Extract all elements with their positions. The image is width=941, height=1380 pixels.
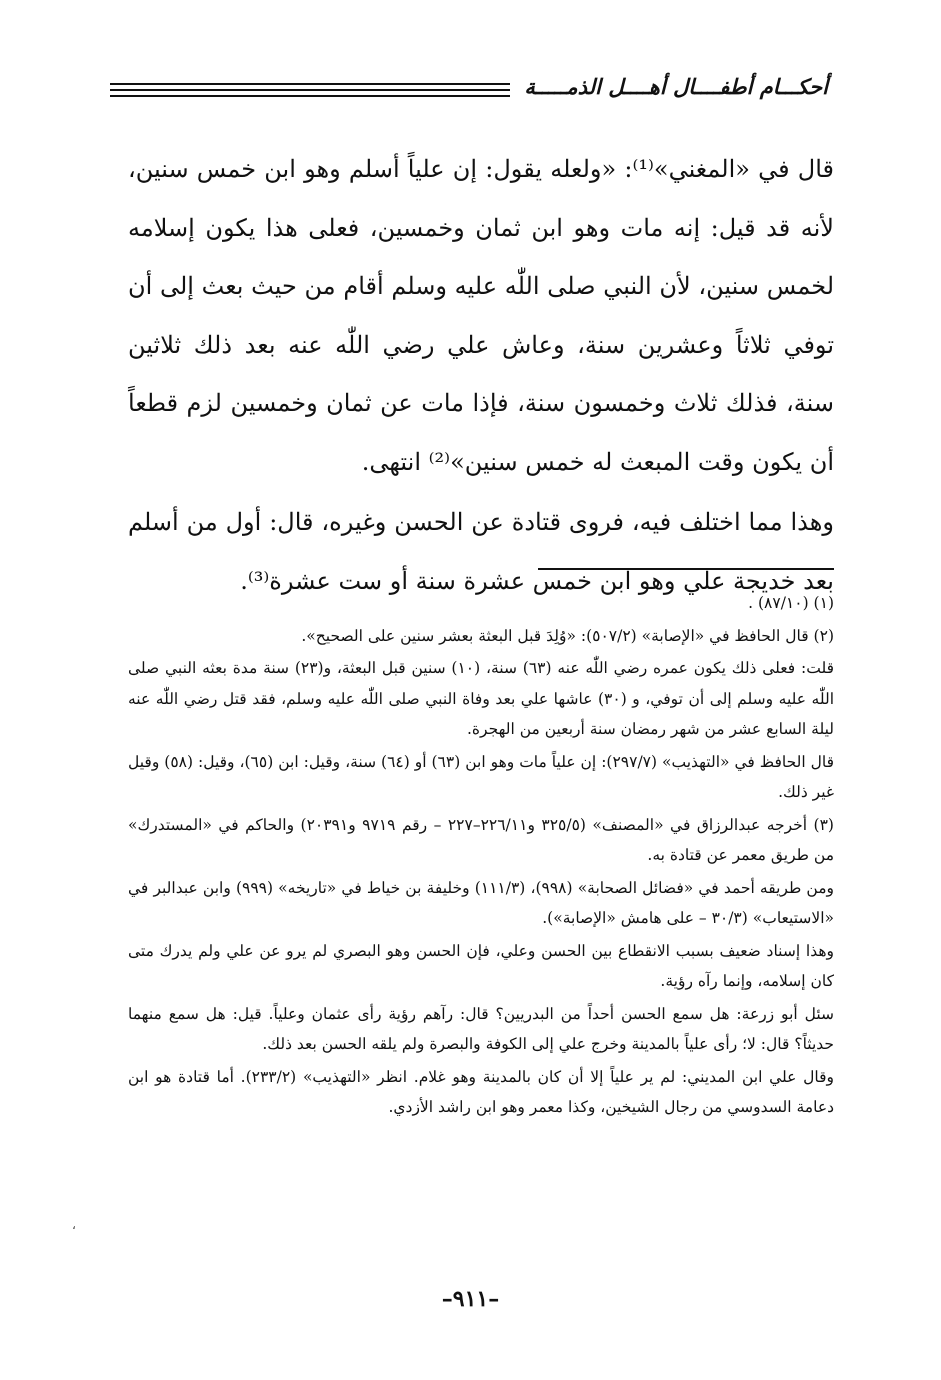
footnote: قال الحافظ في «التهذيب» (٢٩٧/٧): إن علياً مات وهو ابن (٦٣) أو (٦٤) سنة، وقيل: ابن (٦٥)، وقيل: (٥٨) وقيل غير ذلك.	[128, 752, 834, 801]
header-rule-top	[110, 83, 510, 85]
main-paragraph: قال في «المغني»⁽¹⁾: «ولعله يقول: إن علياً أسلم وهو ابن خمس سنين، لأنه قد قيل: إنه مات وهو ابن ثمان وخمسين، فعلى هذا يكون إسلامه لخمس سنين، لأن النبي صلى اللّٰه عليه وسلم أقام من حيث بعث إلى أن توفي ثلاثاً وعشرين سنة، وعاش علي رضي اللّٰه عنه بعد ذلك ثلاثين سنة، فذلك ثلاث وخمسون سنة، فإذا مات عن ثمان وخمسين لزم قطعاً أن يكون وقت المبعث له خمس سنين»⁽²⁾ انتهى.	[128, 155, 834, 476]
margin-mark: ،	[72, 1218, 76, 1232]
page-number: –٩١١–	[441, 1286, 500, 1312]
header-rule-bottom	[110, 95, 510, 97]
footnote: (٢) قال الحافظ في «الإصابة» (٥٠٧/٢): «وُلِدَ قبل البعثة بعشر سنين على الصحيح».	[301, 626, 834, 645]
running-header	[110, 70, 830, 104]
footnote: سئل أبو زرعة: هل سمع الحسن أحداً من البدريين؟ قال: رآهم رؤية رأى عثمان وعلياً. قيل: هل سمع منهما حديثاً؟ قال: لا؛ رأى علياً بالمدينة وخرج علي إلى الكوفة والبصرة ولم يلقه الحسن بعد ذلك.	[128, 1004, 834, 1053]
footnote: وقال علي ابن المديني: لم ير علياً إلا أن كان بالمدينة وهو غلام. انظر «التهذيب» (٢٣٣/٢). أما قتادة هو ابن دعامة السدوسي من رجال الشيخين، وكذا معمر وهو ابن راشد الأزدي.	[128, 1067, 835, 1116]
footnote: ومن طريقه أحمد في «فضائل الصحابة» (٩٩٨)، (١١١/٣) وخليفة بن خياط في «تاريخه» (٩٩٩) وابن عبدالبر في «الاستيعاب» (٣٠/٣ – على هامش «الإصابة»).	[128, 878, 835, 927]
main-text	[128, 140, 834, 610]
footnote-separator	[538, 568, 834, 570]
footnote: قلت: فعلى ذلك يكون عمره رضي اللّٰه عنه (٦٣) سنة، (١٠) سنين قبل البعثة، و(٢٣) سنة مدة بعثه النبي صلى اللّٰه عليه وسلم إلى أن توفي، و (٣٠) عاشها علي بعد وفاة النبي صلى اللّٰه عليه وسلم، فقد قتل رضي اللّٰه عنه ليلة السابع عشر من شهر رمضان سنة أربعين من الهجرة.	[128, 659, 835, 738]
main-paragraph: وهذا مما اختلف فيه، فروى قتادة عن الحسن وغيره، قال: أول من أسلم بعد خديجة علي وهو ابن خمس عشرة سنة أو ست عشرة⁽³⁾.	[128, 508, 834, 595]
footnote: (٣) أخرجه عبدالرزاق في «المصنف» (٣٢٥/٥ و٢٢٦/١١–٢٢٧ – رقم ٩٧١٩ و٢٠٣٩١) والحاكم في «المستدرك» من طريق معمر عن قتادة به.	[128, 815, 834, 864]
footnote: وهذا إسناد ضعيف بسبب الانقطاع بين الحسن وعلي، فإن الحسن وهو البصري لم يرو عن علي ولم يدرك متى كان إسلامه، وإنما رآه رؤية.	[128, 941, 834, 990]
footnote: (١) (٨٧/١٠) .	[748, 594, 834, 612]
header-title: أحكـــام أطفــــال أهــــل الذمـــــة	[524, 74, 828, 99]
footnotes	[128, 588, 834, 1123]
header-rule-middle	[110, 89, 510, 91]
